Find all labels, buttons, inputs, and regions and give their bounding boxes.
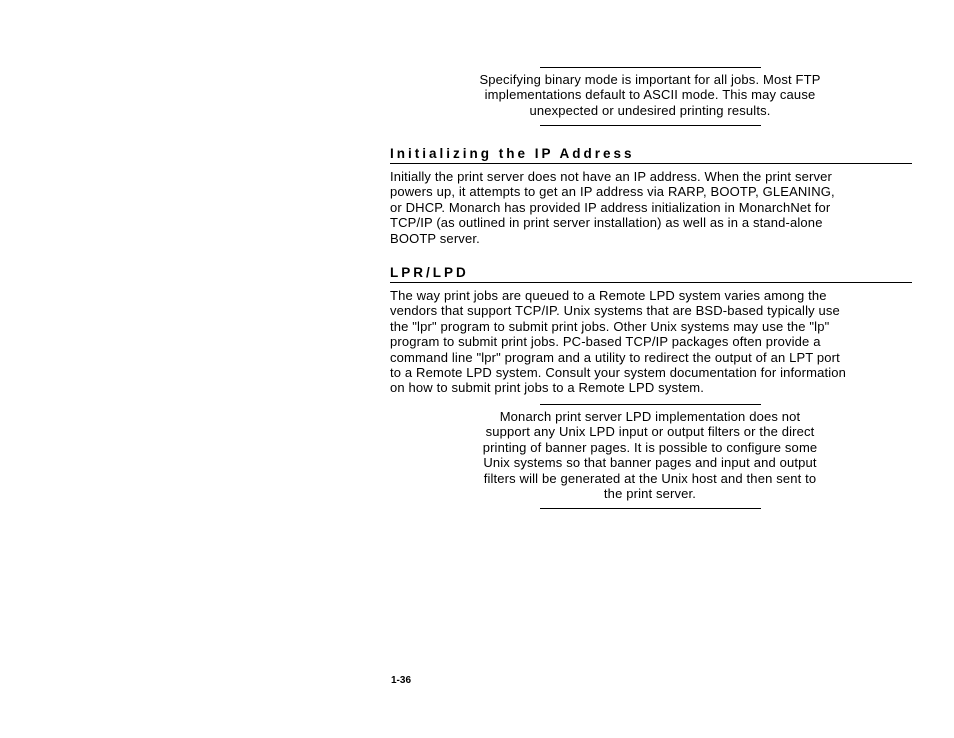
- paragraph-line: on how to submit print jobs to a Remote LPD system.: [390, 380, 705, 396]
- note-line: support any Unix LPD input or output filters or the direct: [485, 424, 815, 440]
- note-top-rule: [540, 67, 761, 68]
- ip-address-paragraph: [390, 169, 914, 246]
- note-bottom-rule: [540, 125, 761, 126]
- lpr-lpd-paragraph: [390, 288, 914, 396]
- lpd-implementation-note: [440, 409, 860, 501]
- section-heading-lpr-lpd: LPR/LPD: [390, 264, 912, 283]
- note-line: unexpected or undesired printing results.: [529, 102, 771, 118]
- paragraph-line: command line "lpr" program and a utility to redirect the output of an LPT port: [390, 349, 840, 365]
- paragraph-line: Initially the print server does not have an IP address. When the print server: [390, 169, 832, 184]
- paragraph-line: the "lpr" program to submit print jobs. Other Unix systems may use the "lp": [390, 318, 830, 334]
- page-number: 1-36: [391, 675, 412, 686]
- paragraph-line: or DHCP. Monarch has provided IP address initialization in MonarchNet for: [390, 199, 831, 215]
- note-top-rule: [540, 404, 761, 405]
- paragraph-line: The way print jobs are queued to a Remote LPD system varies among the: [390, 288, 827, 303]
- note-line: Monarch print server LPD implementation does not: [499, 409, 801, 424]
- note-line: Specifying binary mode is important for all jobs. Most FTP: [479, 72, 821, 87]
- paragraph-line: program to submit print jobs. PC-based TCP/IP packages often provide a: [390, 334, 821, 350]
- note-bottom-rule: [540, 508, 761, 509]
- note-line: filters will be generated at the Unix host and then sent to: [483, 470, 817, 486]
- note-line: Unix systems so that banner pages and input and output: [483, 455, 817, 471]
- section-heading-ip-address: Initializing the IP Address: [390, 145, 912, 164]
- paragraph-line: to a Remote LPD system. Consult your system documentation for information: [390, 365, 847, 381]
- note-line: printing of banner pages. It is possible to configure some: [482, 439, 818, 455]
- paragraph-line: powers up, it attempts to get an IP address via RARP, BOOTP, GLEANING,: [390, 184, 835, 200]
- paragraph-line: TCP/IP (as outlined in print server installation) as well as in a stand-alone: [390, 215, 823, 231]
- paragraph-line: BOOTP server.: [390, 230, 480, 246]
- binary-mode-note: [440, 72, 860, 118]
- note-line: implementations default to ASCII mode. This may cause: [484, 87, 816, 103]
- paragraph-line: vendors that support TCP/IP. Unix systems that are BSD-based typically use: [390, 303, 840, 319]
- note-line: the print server.: [603, 486, 697, 502]
